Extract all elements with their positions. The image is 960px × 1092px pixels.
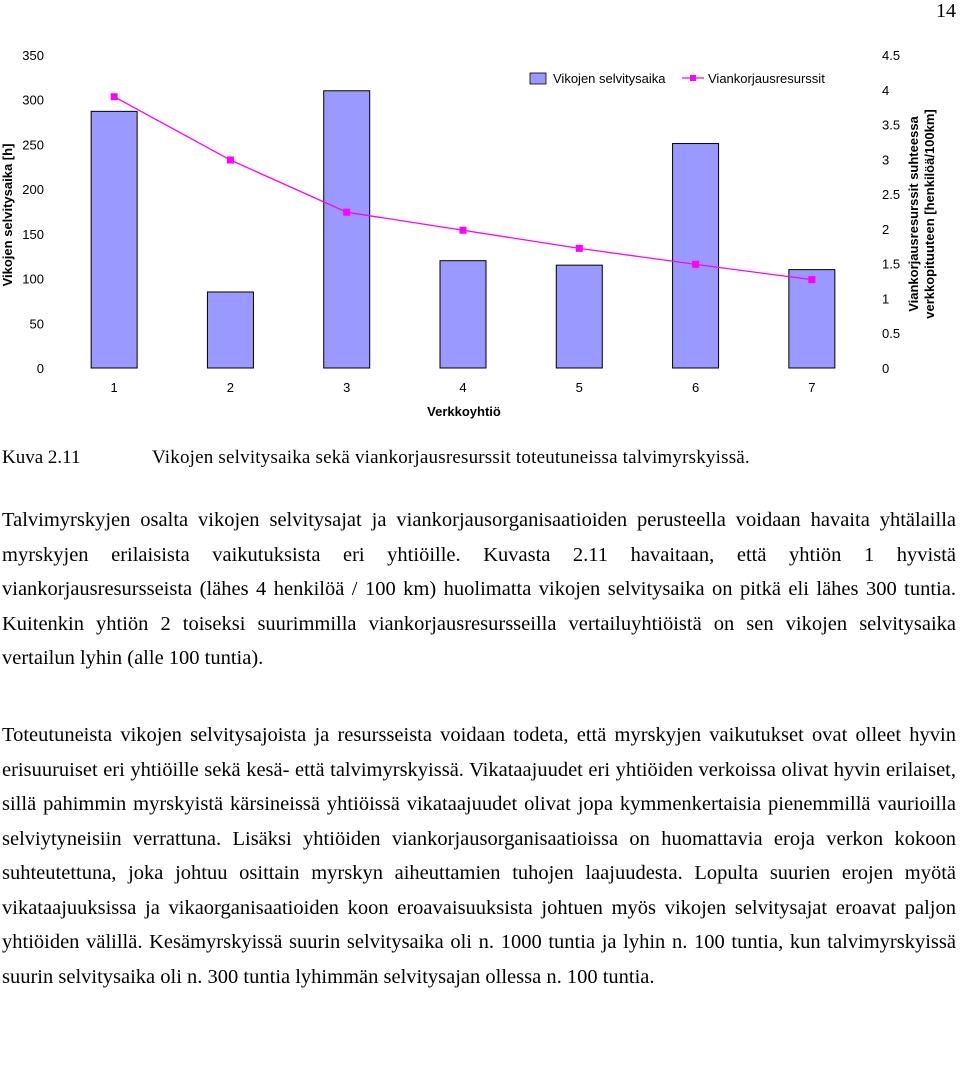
x-tick-label: 1 (110, 380, 118, 395)
x-tick-label: 3 (343, 380, 351, 395)
y-tick-label: 250 (22, 137, 44, 153)
x-tick-label: 2 (226, 380, 235, 395)
y2-axis-title-line2: verkkopituuteen [henkilöä/100km] (922, 109, 937, 319)
line-point (808, 276, 815, 283)
y-axis-title: Vikojen selvitysaika [h] (0, 143, 15, 287)
left-y-axis (22, 48, 44, 376)
line-point (460, 227, 467, 234)
legend-bar-swatch (530, 73, 546, 84)
legend-bar-label: Vikojen selvitysaika (553, 71, 666, 86)
y-tick-label: 50 (29, 316, 44, 332)
x-tick-label: 6 (691, 380, 700, 395)
right-y-axis (882, 48, 900, 376)
page-number: 14 (936, 0, 956, 22)
bar (789, 270, 835, 368)
line-point (692, 261, 699, 268)
y2-tick-label: 2 (882, 221, 890, 237)
x-tick-label: 4 (459, 380, 467, 395)
figure-caption (2, 447, 750, 469)
legend-line-label: Viankorjausresurssit (708, 71, 825, 86)
y2-tick-label: 2.5 (882, 187, 901, 203)
bar (673, 144, 719, 368)
bar (91, 111, 137, 368)
line-point (576, 245, 583, 252)
y-tick-label: 300 (22, 92, 44, 108)
caption-text: Vikojen selvitysaika sekä viankorjausresurssit toteutuneissa talvimyrskyissä. (152, 447, 750, 468)
y2-axis-title-line1: Viankorjausresurssit suhteessa (906, 116, 921, 312)
y2-tick-label: 3 (882, 152, 890, 168)
legend-line-marker (690, 75, 696, 81)
chart (0, 40, 960, 435)
y-tick-label: 350 (22, 48, 44, 63)
x-axis-title: Verkkoyhtiö (427, 404, 501, 419)
bar (556, 265, 602, 368)
x-tick-label: 5 (575, 380, 583, 395)
bar (207, 292, 253, 368)
y2-tick-label: 4 (882, 82, 890, 98)
legend (530, 71, 825, 86)
line-point (227, 157, 234, 164)
bar (440, 261, 486, 368)
y2-tick-label: 4.5 (882, 48, 901, 63)
y2-tick-label: 1.5 (882, 256, 901, 272)
y-tick-label: 150 (22, 226, 44, 242)
y2-tick-label: 0 (882, 361, 890, 376)
y2-tick-label: 3.5 (882, 117, 901, 133)
bar (324, 91, 370, 368)
y-tick-label: 100 (22, 271, 44, 287)
line-point (343, 209, 350, 216)
x-axis (111, 380, 816, 395)
x-tick-label: 7 (808, 380, 816, 395)
y-tick-label: 200 (22, 182, 44, 198)
body-paragraph-1: Talvimyrskyjen osalta vikojen selvitysajat ja viankorjausorganisaatioiden perusteella voidaan havaita yhtälailla myrskyjen erilaisista vaikutuksista eri yhtiöille. Kuvasta 2.11 havaitaan, että yhtiön 1 hyvistä viankorjausresursseista (lähes 4 henkilöä / 100 km) huolimatta vikojen selvitysaika on pitkä eli lähes 300 tuntia. Kuitenkin yhtiön 2 toiseksi suurimmilla viankorjausresursseilla vertailuyhtiöistä on sen vikojen selvitysaika vertailun lyhin (alle 100 tuntia). (2, 509, 956, 669)
y2-tick-label: 1 (882, 291, 890, 307)
body-paragraph-2: Toteutuneista vikojen selvitysajoista ja resursseista voidaan todeta, että myrskyjen vaikutukset ovat olleet hyvin erisuuruiset eri yhtiöille sekä kesä- että talvimyrskyissä. Vikataajuudet eri yhtiöiden verkoissa olivat hyvin erilaiset, sillä pahimmin myrskyistä kärsineissä yhtiöissä vikataajuudet olivat jopa kymmenkertaisia pienemmillä vaurioilla selviytyneisiin verrattuna. Lisäksi yhtiöiden viankorjausorganisaatioissa on huomattavia eroja verkon kokoon suhteutettuna, joka johtuu osittain myrskyn aiheuttamien tuhojen laajuudesta. Lopulta suurien erojen myötä vikataajuuksissa ja vikaorganisaatioiden koon eroavaisuuksista johtuen myös vikojen selvitysajat eroavat paljon yhtiöiden välillä. Kesämyrskyissä suurin selvitysaika oli n. 1000 tuntia ja lyhin n. 100 tuntia, kun talvimyrskyissä suurin selvitysaika oli n. 300 tuntia lyhimmän selvitysajan ollessa n. 100 tuntia. (2, 724, 956, 988)
y2-tick-label: 0.5 (882, 326, 901, 342)
line-point (111, 93, 118, 100)
caption-label: Kuva 2.11 (2, 447, 81, 468)
y-tick-label: 0 (36, 361, 44, 376)
